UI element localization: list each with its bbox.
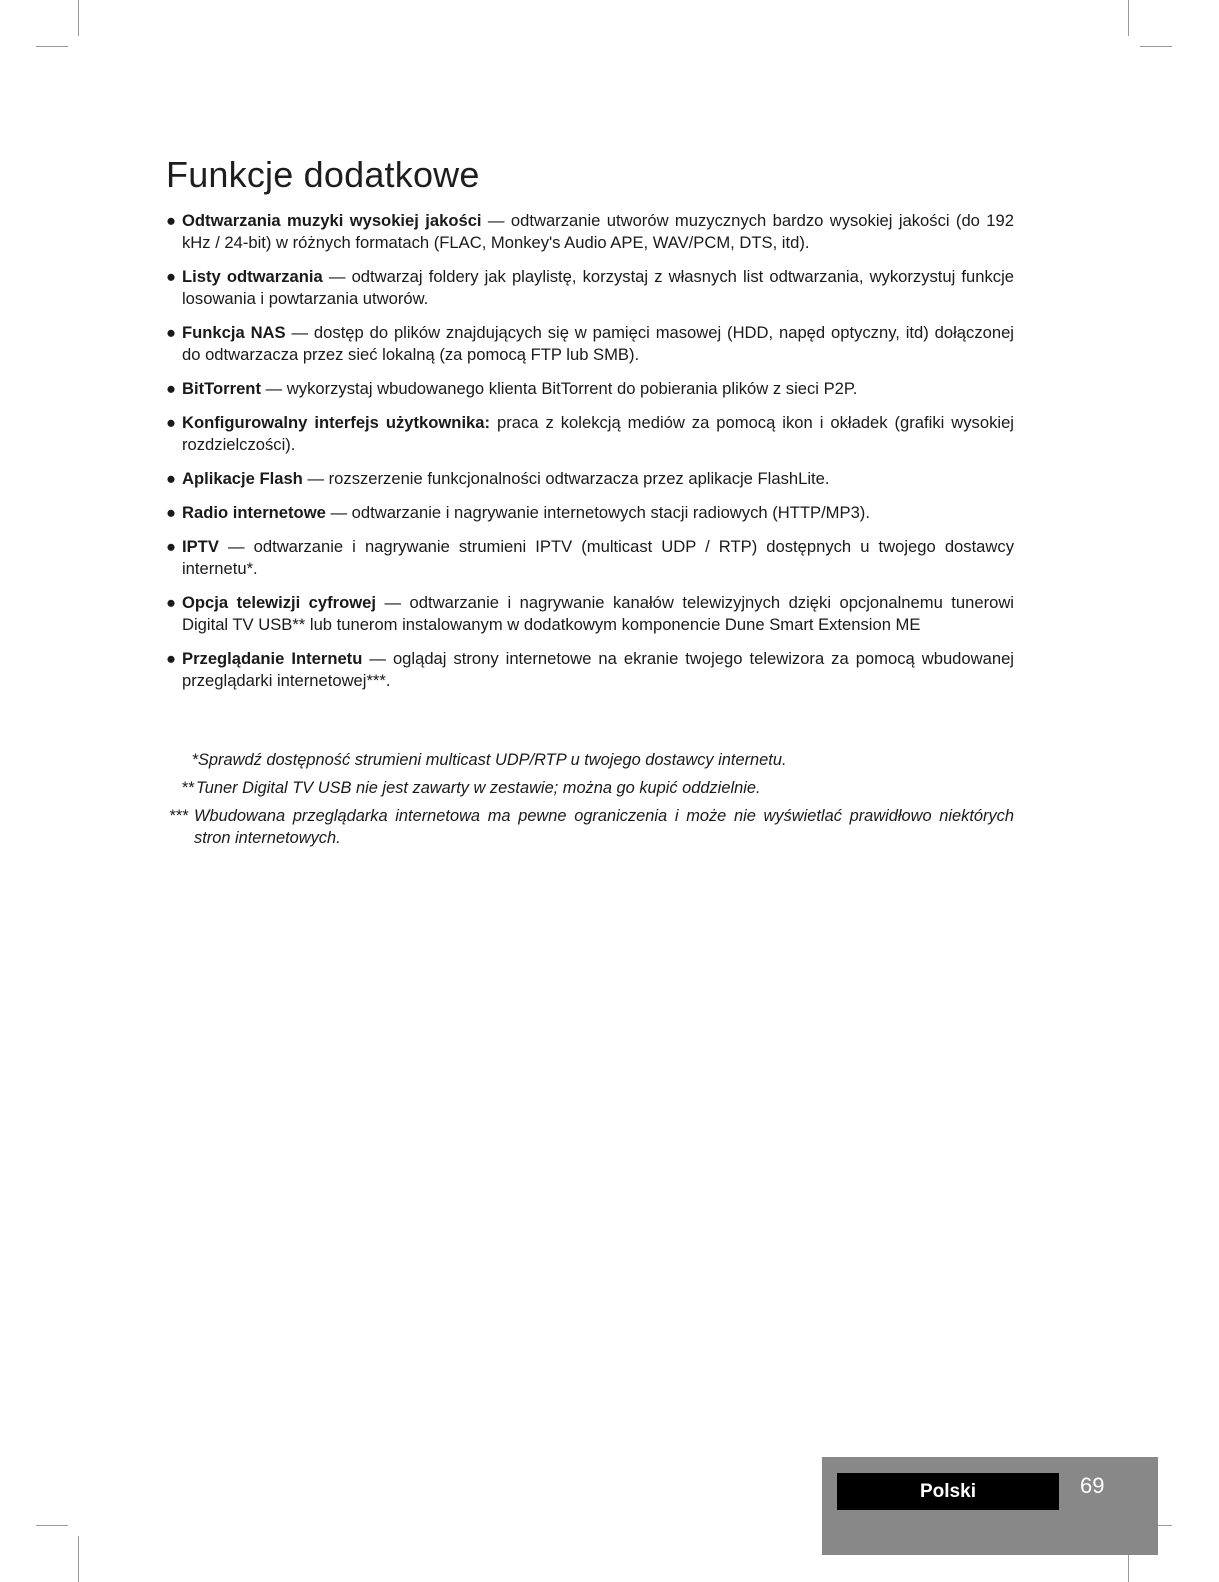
footnote-marker: *** [168, 807, 188, 825]
bullet-icon: ● [166, 413, 177, 432]
feature-description: — oglądaj strony internetowe na ekranie twojego telewizora za pomocą wbudowanej przeglądarki internetowej***. [182, 649, 1014, 690]
feature-description: praca z kolekcją mediów za pomocą ikon i okładek (grafiki wysokiej rozdzielczości). [182, 413, 1014, 454]
feature-name: IPTV [182, 537, 219, 556]
feature-description: — odtwarzanie i nagrywanie kanałów telewizyjnych dzięki opcjonalnemu tunerowi Digital TV USB** lub tunerom instalowanym w dodatkowym komponencie Dune Smart Extension ME [182, 593, 1014, 634]
crop-mark-bottom-left-horizontal [36, 1525, 68, 1526]
feature-item [166, 592, 1014, 636]
feature-name: BitTorrent [182, 379, 261, 398]
feature-description: — odtwarzanie i nagrywanie strumieni IPTV (multicast UDP / RTP) dostępnych u twojego dostawcy internetu*. [182, 537, 1014, 578]
bullet-icon: ● [166, 267, 177, 286]
feature-name: Listy odtwarzania [182, 267, 323, 286]
footnote-marker: ** [181, 779, 194, 797]
language-label: Polski [837, 1473, 1059, 1510]
crop-mark-top-left-horizontal [36, 46, 68, 47]
feature-name: Przeglądanie Internetu [182, 649, 363, 668]
feature-list [166, 210, 1014, 704]
feature-item [166, 210, 1014, 254]
feature-item [166, 266, 1014, 310]
feature-item [166, 412, 1014, 456]
feature-item [166, 378, 1014, 400]
footnote-text: Wbudowana przeglądarka internetowa ma pewne ograniczenia i może nie wyświetlać prawidłowo niektórych stron internetowych. [194, 807, 1014, 847]
feature-description: — odtwarzanie utworów muzycznych bardzo wysokiej jakości (do 192 kHz / 24-bit) w różnych formatach (FLAC, Monkey's Audio APE, WAV/PCM, DTS, itd). [182, 211, 1014, 252]
bullet-icon: ● [166, 649, 177, 668]
crop-mark-top-right-horizontal [1140, 46, 1172, 47]
bullet-icon: ● [166, 593, 177, 612]
footnotes [166, 749, 1014, 855]
feature-description: — odtwarzaj foldery jak playlistę, korzystaj z własnych list odtwarzania, wykorzystuj funkcje losowania i powtarzania utworów. [182, 267, 1015, 308]
feature-item [166, 536, 1014, 580]
bullet-icon: ● [166, 469, 177, 488]
footnote-text: Sprawdź dostępność strumieni multicast UDP/RTP u twojego dostawcy internetu. [198, 751, 787, 769]
footnote-marker: * [191, 751, 198, 769]
page-number: 69 [1080, 1473, 1105, 1498]
feature-name: Radio internetowe [182, 503, 326, 522]
feature-description: — dostęp do plików znajdujących się w pamięci masowej (HDD, napęd optyczny, itd) dołączonej do odtwarzacza przez sieć lokalną (za pomocą FTP lub SMB). [182, 323, 1014, 364]
feature-name: Odtwarzania muzyki wysokiej jakości [182, 211, 482, 230]
bullet-icon: ● [166, 379, 177, 398]
bullet-icon: ● [166, 537, 177, 556]
bullet-icon: ● [166, 211, 177, 230]
bullet-icon: ● [166, 323, 177, 342]
feature-description: — rozszerzenie funkcjonalności odtwarzacza przez aplikacje FlashLite. [302, 469, 830, 488]
feature-description: — wykorzystaj wbudowanego klienta BitTorrent do pobierania plików z sieci P2P. [260, 379, 858, 398]
footer-panel [822, 1457, 1158, 1555]
feature-name: Aplikacje Flash [182, 469, 303, 488]
feature-item [166, 648, 1014, 692]
crop-mark-top-left-vertical [78, 0, 79, 36]
feature-name: Funkcja NAS [182, 323, 286, 342]
footnote [166, 805, 1014, 849]
page-title: Funkcje dodatkowe [166, 154, 480, 195]
feature-name: Opcja telewizji cyfrowej [182, 593, 377, 612]
feature-item [166, 502, 1014, 524]
feature-description: — odtwarzanie i nagrywanie internetowych stacji radiowych (HTTP/MP3). [325, 503, 870, 522]
footnote [166, 777, 1014, 799]
crop-mark-bottom-left-vertical [78, 1536, 79, 1582]
feature-item [166, 322, 1014, 366]
footnote [166, 749, 1014, 771]
crop-mark-top-right-vertical [1128, 0, 1129, 36]
feature-item [166, 468, 1014, 490]
footnote-text: Tuner Digital TV USB nie jest zawarty w zestawie; można go kupić oddzielnie. [196, 779, 761, 797]
feature-name: Konfigurowalny interfejs użytkownika: [182, 413, 491, 432]
bullet-icon: ● [166, 503, 177, 522]
